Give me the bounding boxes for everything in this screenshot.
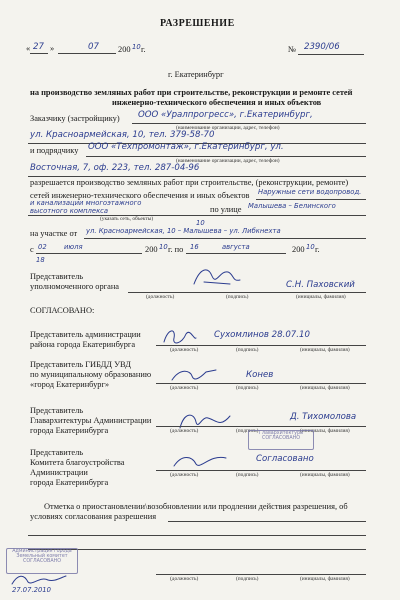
date-month: 07 <box>88 42 99 52</box>
period-year-end: г. <box>315 245 320 254</box>
approval-4-line-2: Комитета благоустройства <box>30 458 125 467</box>
period-from-prefix: с <box>30 245 34 254</box>
approval-2-line-3: «город Екатеринбург» <box>30 380 110 389</box>
approval-1-line-2: района города Екатеринбурга <box>30 340 136 349</box>
purpose-line-1: на производство земляных работ при строительстве, реконструкции и ремонте сетей <box>30 88 353 97</box>
approval-3-line-3: города Екатеринбурга <box>30 426 109 435</box>
bottom-note-rule-1 <box>168 521 366 522</box>
approval-4-line-3: Администрации <box>30 468 88 477</box>
period-to-word: г. по <box>168 245 184 254</box>
customer-line-1 <box>132 123 366 124</box>
work-caption: (указать сеть, объекты) <box>100 216 154 222</box>
approval-4-hand: Согласовано <box>256 454 314 464</box>
work-line-2-rule <box>256 199 366 200</box>
customer-caption: (наименование организации, адрес, телефон) <box>176 125 280 131</box>
bottom-note-rule-2 <box>28 535 366 536</box>
bottom-caption-signature: (подпись) <box>236 576 259 582</box>
approval-1-caption-position: (должность) <box>170 347 199 353</box>
date-day: 27 <box>33 42 44 52</box>
period-to-line <box>186 253 286 254</box>
bottom-note-line-1: Отметка о приостановлении\возобновлении или продлении действия разрешения, об <box>44 502 348 511</box>
bottom-note-line-2: условиях согласования разрешения <box>30 512 157 521</box>
authorized-caption-position: (должность) <box>146 294 175 300</box>
contractor-line-2 <box>28 176 366 177</box>
period-from-line <box>36 253 142 254</box>
approval-4-caption-position: (должность) <box>170 472 199 478</box>
approval-1-caption-signature: (подпись) <box>236 347 259 353</box>
period-note: 18 <box>36 256 45 264</box>
approval-2-line-1: Представитель ГИБДД УВД <box>30 360 132 369</box>
period-from-day: 02 <box>38 243 47 251</box>
authorized-caption-signature: (подпись) <box>226 294 249 300</box>
authorized-label-1: Представитель <box>30 272 84 281</box>
agreed-heading: СОГЛАСОВАНО: <box>30 306 95 315</box>
approval-2-caption-name: (инициалы, фамилия) <box>300 385 350 391</box>
authorized-caption-name: (инициалы, фамилия) <box>296 294 346 300</box>
period-to-year-hand: 10 <box>306 243 315 251</box>
authorized-signature <box>190 262 250 292</box>
purpose-line-2: инженерно-технического обеспечения и иных объектов <box>112 98 322 107</box>
bottom-caption-name: (инициалы, фамилия) <box>300 576 350 582</box>
approval-4-line <box>156 470 366 471</box>
approval-3-line <box>156 426 366 427</box>
approval-2-hand: Конев <box>246 370 274 380</box>
approval-4-signature <box>170 452 230 472</box>
approval-2-line <box>156 383 366 384</box>
work-street-hand: Малышева – Белинского <box>248 202 336 210</box>
customer-value-2: ул. Красноармейская, 10, тел. 379-58-70 <box>30 130 215 140</box>
authorized-label-2: уполномоченного органа <box>30 282 120 291</box>
document-title: РАЗРЕШЕНИЕ <box>160 18 235 29</box>
approval-3-line-1: Представитель <box>30 406 84 415</box>
date-year-suffix: г. <box>141 45 146 54</box>
bottom-stamp-date: 27.07.2010 <box>12 586 51 594</box>
bottom-stamp-line-2: Земельный комитет <box>16 554 68 559</box>
approval-1-caption-name: (инициалы, фамилия) <box>300 347 350 353</box>
approval-1-line <box>156 345 366 346</box>
period-to-day: 16 <box>190 243 199 251</box>
bottom-caption-position: (должность) <box>170 576 199 582</box>
bottom-note-rule-3 <box>28 549 366 550</box>
work-line-2-print: сетей инженерно-технического обеспечения и иных объектов <box>30 191 250 200</box>
contractor-label: и подрядчику <box>30 146 79 155</box>
period-to-month: августа <box>222 243 250 251</box>
approval-2-caption-position: (должность) <box>170 385 199 391</box>
work-line-2-hand: Наружные сети водопровод. <box>258 188 362 196</box>
period-to-year: 200 <box>292 245 305 254</box>
work-line-4-rule <box>28 215 366 216</box>
approval-1-hand: Сухомлинов 28.07.10 <box>214 330 310 340</box>
period-from-year-hand: 10 <box>159 243 168 251</box>
period-from-year: 200 <box>145 245 158 254</box>
site-line <box>84 238 366 239</box>
date-month-line <box>58 53 116 54</box>
authorized-line <box>128 292 366 293</box>
number-prefix: № <box>288 45 296 54</box>
authorized-name: С.Н. Паховский <box>286 280 355 290</box>
approval-3-caption-signature: (подпись) <box>236 428 259 434</box>
approval-2-line-2: по муниципальному образованию <box>30 370 152 379</box>
approval-1-line-1: Представитель администрации <box>30 330 141 339</box>
date-year-hand: 10 <box>132 43 141 51</box>
contractor-line-1 <box>86 156 366 157</box>
customer-label: Заказчику (застройщику) <box>30 114 120 123</box>
approval-3-caption-name: (инициалы, фамилия) <box>300 428 350 434</box>
bottom-stamp-line-3: СОГЛАСОВАНО <box>22 559 62 564</box>
site-value: ул. Красноармейская, 10 – Малышева – ул. Либкнехта <box>86 227 281 235</box>
permit-number: 2390/06 <box>304 42 340 52</box>
approval-4-line-4: города Екатеринбурга <box>30 478 109 487</box>
contractor-caption: (наименование организации, адрес, телефон) <box>176 158 280 164</box>
approval-4-caption-signature: (подпись) <box>236 472 259 478</box>
site-label: на участке от <box>30 229 78 238</box>
city: г. Екатеринбург <box>168 70 224 79</box>
approval-4-caption-name: (инициалы, фамилия) <box>300 472 350 478</box>
date-close-quote: » <box>50 44 55 53</box>
mid-stamp-line-1: Главархитектура <box>259 431 303 436</box>
work-line-3-hand: и канализации многоэтажного <box>30 199 142 207</box>
bottom-signature-line <box>156 574 366 575</box>
approval-2-caption-signature: (подпись) <box>236 385 259 391</box>
customer-value-1: ООО «Уралпрогресс», г.Екатеринбург, <box>138 110 313 120</box>
date-day-line <box>30 53 48 54</box>
number-line <box>298 54 364 55</box>
work-line-1: разрешается производство земляных работ при строительстве, (реконструкции, ремонте) <box>30 178 349 187</box>
approval-4-line-1: Представитель <box>30 448 84 457</box>
bottom-stamp-line-1: Администрация города <box>12 549 72 554</box>
mid-stamp-line-2: СОГЛАСОВАНО <box>261 436 301 441</box>
site-house-no: 10 <box>196 219 205 227</box>
period-from-month: июля <box>64 243 83 251</box>
work-line-4-hand: высотного комплекса <box>30 207 109 215</box>
approval-3-hand: Д. Тихомолова <box>290 412 357 422</box>
mid-approval-stamp <box>248 430 314 450</box>
contractor-value-1: ООО «Техпромонтаж», г.Екатеринбург, ул. <box>88 142 284 152</box>
date-open-quote: « <box>26 44 31 53</box>
work-street-label: по улице <box>210 205 242 214</box>
date-year-prefix: 200 <box>118 45 131 54</box>
approval-3-line-2: Главархитектуры Администрации <box>30 416 152 425</box>
contractor-value-2: Восточная, 7, оф. 223, тел. 287-04-96 <box>30 163 200 173</box>
bottom-approval-stamp <box>6 548 78 574</box>
approval-3-caption-position: (должность) <box>170 428 199 434</box>
